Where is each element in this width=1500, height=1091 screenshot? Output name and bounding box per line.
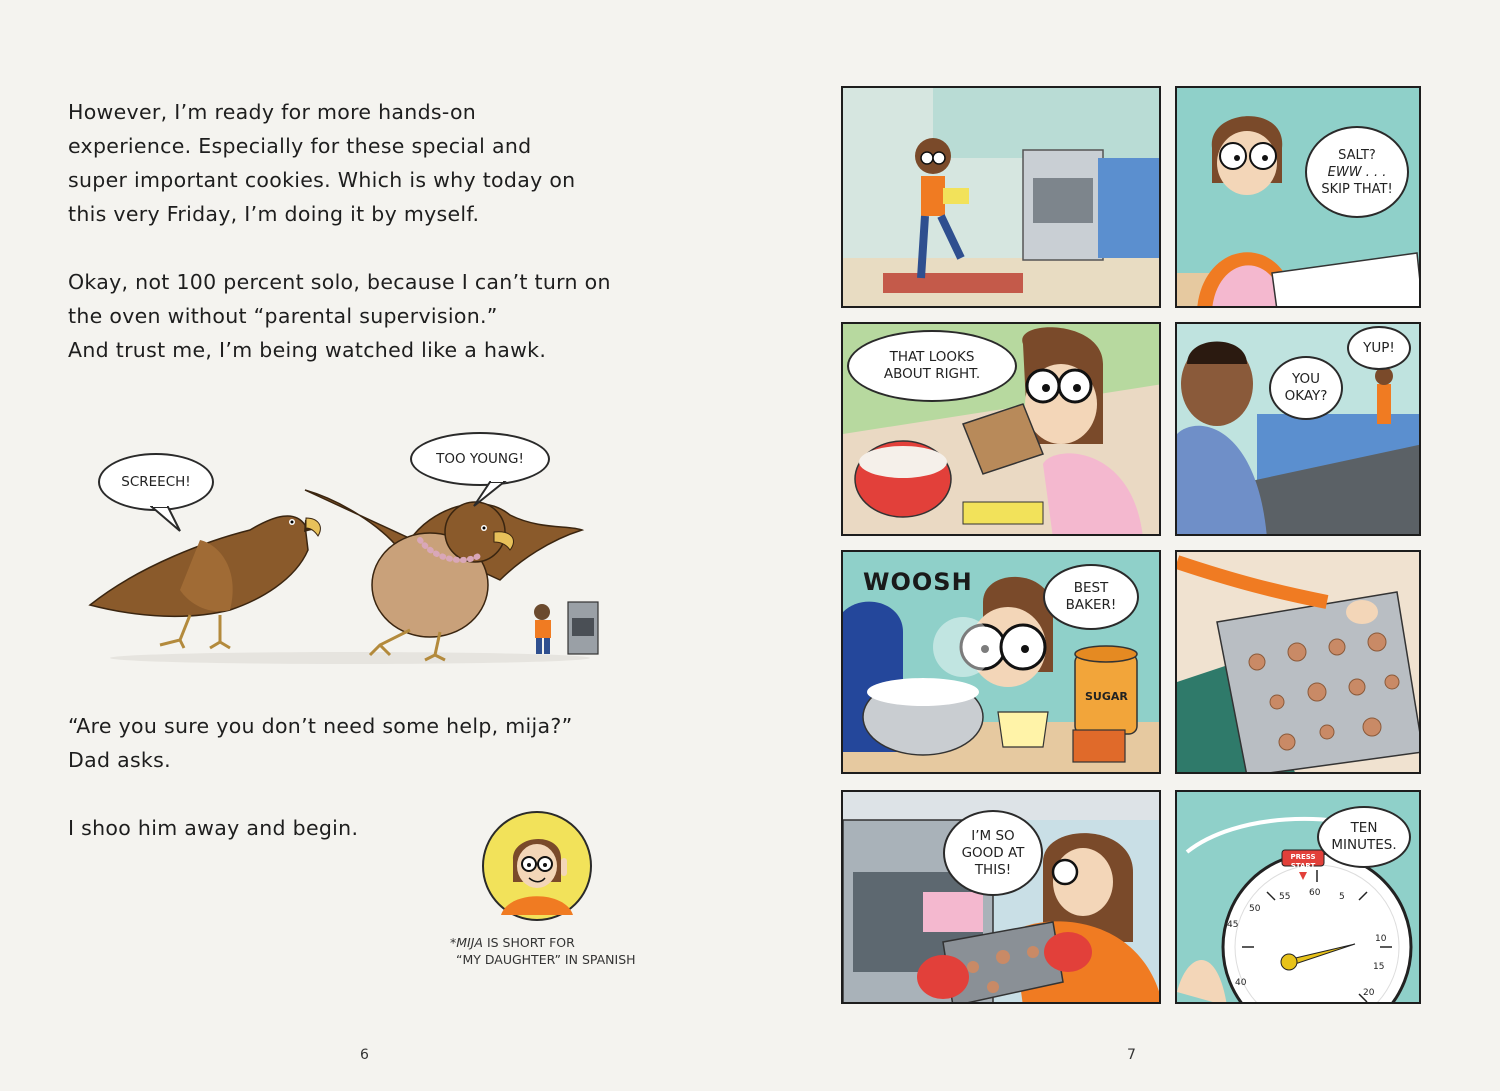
timer-press-start-label: PRESS START [1290, 853, 1316, 870]
timer-tick-label: 15 [1373, 962, 1385, 972]
footnote-asterisk: * [450, 935, 457, 950]
comic-panel-5 [841, 550, 1161, 774]
panel-6-art [1177, 552, 1421, 774]
page-number-right: 7 [1127, 1047, 1136, 1063]
speech-bubble-ten-minutes [1317, 806, 1411, 868]
comic-panel-7 [841, 790, 1161, 1004]
text-line: “Are you sure you don’t need some help, mija?” [68, 714, 573, 738]
speech-bubble-best-baker [1043, 564, 1139, 630]
bubble-line: I’M SO [971, 827, 1015, 844]
comic-panel-3 [841, 322, 1161, 536]
text-line: Okay, not 100 percent solo, because I can’t turn on [68, 270, 611, 294]
right-page [750, 0, 1500, 1091]
comic-panel-4 [1175, 322, 1421, 536]
bubble-line: MINUTES. [1331, 837, 1397, 853]
timer-tick-label: 60 [1309, 888, 1321, 898]
speech-bubble-too-young: TOO YOUNG! [410, 432, 550, 486]
comic-panel-6 [1175, 550, 1421, 774]
comic-panel-1 [841, 86, 1161, 308]
bubble-line: TEN [1350, 820, 1378, 836]
mija-portrait-icon [481, 810, 593, 922]
bubble-line: YOU [1291, 371, 1320, 387]
bubble-line: BAKER! [1065, 597, 1117, 613]
comic-panel-8 [1175, 790, 1421, 1004]
bubble-line: GOOD AT [961, 844, 1025, 861]
text-line: Dad asks. [68, 748, 171, 772]
left-hawk [90, 516, 320, 648]
footnote-line1: IS SHORT FOR [482, 935, 575, 950]
sugar-label: SUGAR [1085, 690, 1128, 703]
speech-bubble-salt [1305, 126, 1409, 218]
timer-tick-label: 20 [1363, 988, 1375, 998]
sfx-woosh: WOOSH [863, 568, 973, 596]
speech-bubble-screech: SCREECH! [98, 453, 214, 511]
bubble-line: BEST [1073, 580, 1109, 596]
paragraph-1 [68, 95, 575, 231]
text-line: However, I’m ready for more hands-on [68, 100, 477, 124]
bubble-line: THIS! [974, 861, 1012, 878]
footnote [450, 934, 636, 968]
bubble-line: OKAY? [1284, 388, 1328, 404]
speech-bubble-so-good [943, 810, 1043, 896]
speech-bubble-you-okay [1269, 356, 1343, 420]
paragraph-3 [68, 709, 573, 777]
text-line: And trust me, I’m being watched like a hawk. [68, 338, 547, 362]
text-line: the oven without “parental supervision.” [68, 304, 498, 328]
bubble-tail [150, 505, 190, 535]
text-line: this very Friday, I’m doing it by myself. [68, 202, 480, 226]
text-line: I shoo him away and begin. [68, 816, 359, 840]
girl-with-stove [534, 602, 598, 654]
timer-tick-label: 10 [1375, 934, 1387, 944]
text-line: experience. Especially for these special and [68, 134, 532, 158]
comic-panel-2 [1175, 86, 1421, 308]
speech-bubble-looks-right [847, 330, 1017, 402]
timer-tick-label: 50 [1249, 904, 1261, 914]
text-line: super important cookies. Which is why today on [68, 168, 576, 192]
bubble-line: EWW . . . [1327, 164, 1387, 180]
panel-1-art [843, 88, 1161, 308]
bubble-line: ABOUT RIGHT. [883, 366, 981, 382]
speech-bubble-yup: YUP! [1347, 326, 1411, 370]
timer-tick-label: 45 [1227, 920, 1239, 930]
timer-tick-label: 40 [1235, 978, 1247, 988]
bubble-line: SKIP THAT! [1321, 181, 1393, 197]
footnote-line2: “MY DAUGHTER” IN SPANISH [456, 952, 636, 967]
paragraph-4 [68, 811, 358, 845]
footnote-term: MIJA [456, 935, 483, 950]
bubble-line: THAT LOOKS [889, 349, 975, 365]
bubble-line: SALT? [1338, 147, 1376, 163]
bubble-tail [470, 480, 510, 510]
paragraph-2 [68, 265, 611, 367]
timer-tick-label: 5 [1339, 892, 1345, 902]
timer-tick-label: 55 [1279, 892, 1291, 902]
page-number-left: 6 [360, 1047, 369, 1063]
